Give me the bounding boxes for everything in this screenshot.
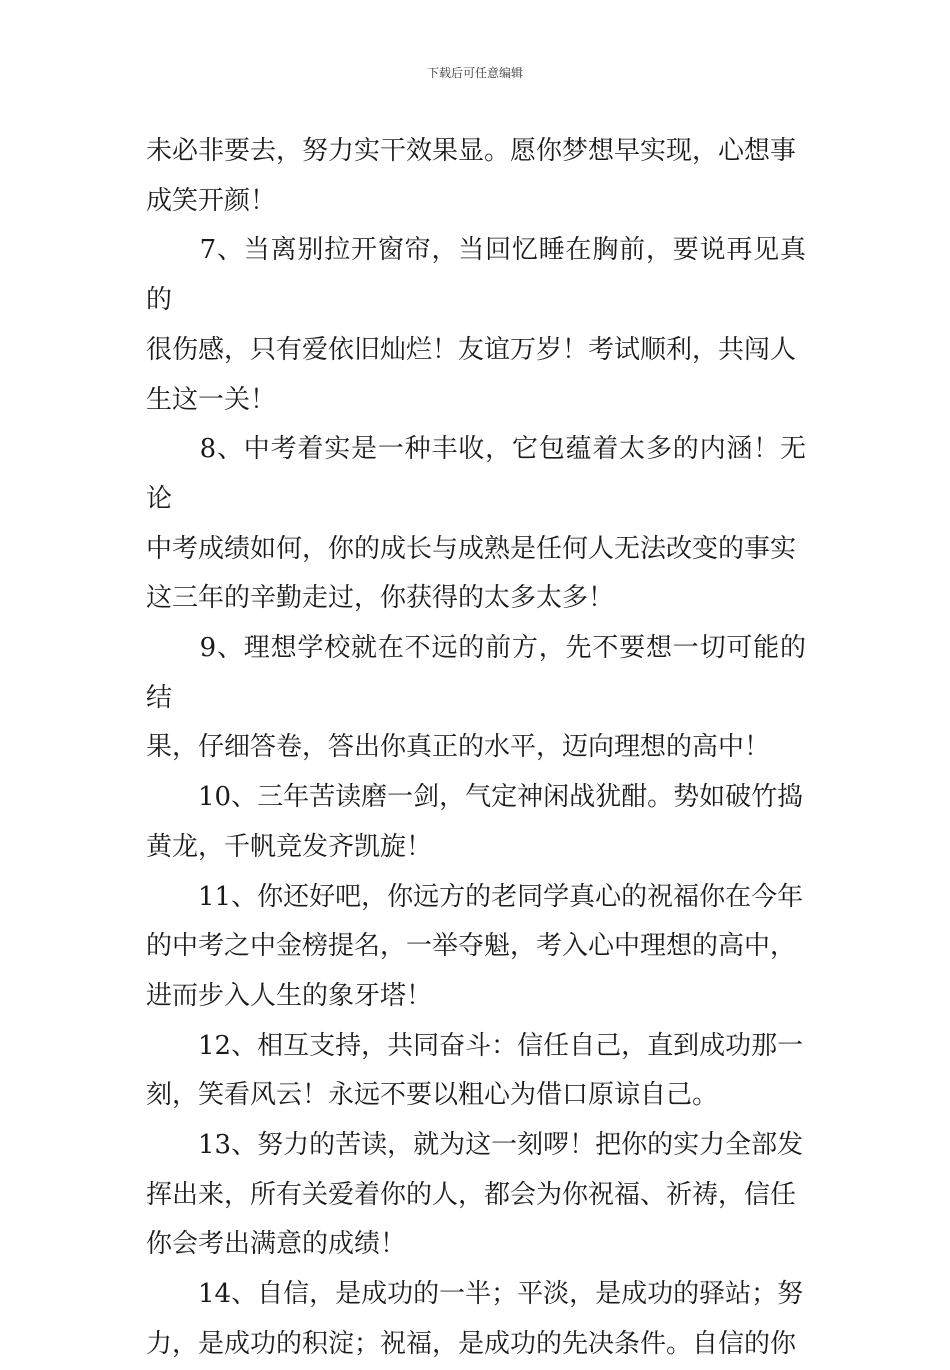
paragraph-10: 10、三年苦读磨一剑，气定神闲战犹酣。势如破竹捣 黄龙，千帆竞发齐凯旋！: [146, 782, 804, 862]
paragraph-14: 14、自信，是成功的一半；平淡，是成功的驿站；努 力，是成功的积淀；祝福，是成功的先决条件。自信的你: [146, 1279, 804, 1359]
paragraph-6-continued: 未必非要去，努力实干效果显。愿你梦想早实现，心想事 成笑开颜！: [146, 136, 797, 216]
paragraph-9: 9、理想学校就在不远的前方，先不要想一切可能的结 果，仔细答卷，答出你真正的水平，迈向理想的高中！: [146, 633, 806, 763]
paragraph-13: 13、努力的苦读，就为这一刻啰！把你的实力全部发 挥出来，所有关爱着你的人，都会为你祝福、祈祷，信任 你会考出满意的成绩！: [146, 1130, 804, 1260]
page-header: 下载后可任意编辑: [426, 66, 523, 80]
paragraph-12: 12、相互支持，共同奋斗：信任自己，直到成功那一 刻，笑看风云！永远不要以粗心为借口原谅自己。: [146, 1030, 804, 1111]
paragraph-7: 7、当离别拉开窗帘，当回忆睡在胸前，要说再见真的 很伤感，只有爱依旧灿烂！友谊万岁！考试顺利，共闯人 生这一关！: [146, 235, 806, 415]
paragraph-8: 8、中考着实是一种丰收，它包蕴着太多的内涵！无论 中考成绩如何，你的成长与成熟是任何人无法改变的事实 这三年的辛勤走过，你获得的太多太多！: [146, 434, 806, 614]
paragraph-11: 11、你还好吧，你远方的老同学真心的祝福你在今年 的中考之中金榜提名，一举夺魁，考入心中理想的高中， 进而步入人生的象牙塔！: [146, 881, 804, 1011]
document-body: [146, 127, 806, 1370]
